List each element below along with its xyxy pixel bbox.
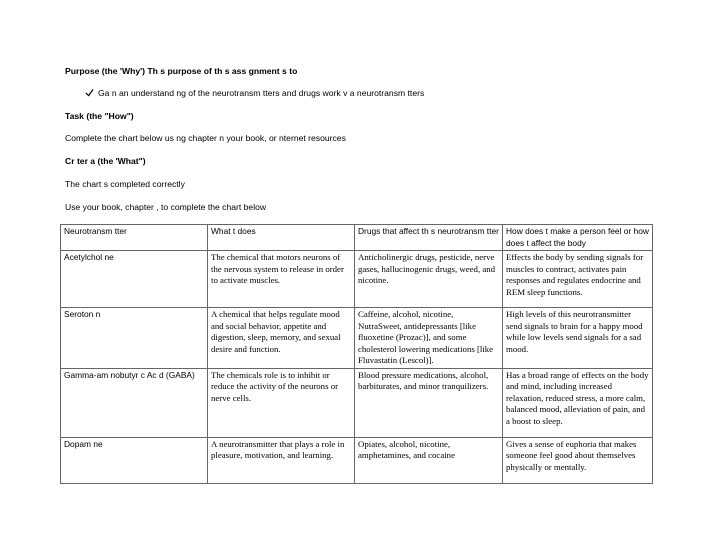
cell-what: The chemical that motors neurons of the nervous system to release in order to activate muscles. (208, 251, 355, 308)
cell-effect: Has a broad range of effects on the body and mind, including increased relaxation, reduced stress, a more calm, balanced mood, alleviation of pain, and a boost to sleep. (503, 368, 653, 437)
criteria-text: The chart s completed correctly (65, 179, 185, 189)
cell-what: A neurotransmitter that plays a role in pleasure, motivation, and learning. (208, 437, 355, 483)
cell-what: The chemicals role is to inhibit or reduce the activity of the neurons or nerve cells. (208, 368, 355, 437)
cell-effect: High levels of this neurotransmitter send signals to brain for a happy mood while low levels send signals for a sad mood. (503, 308, 653, 369)
cell-what: A chemical that helps regulate mood and social behavior, appetite and digestion, sleep, memory, and sexual desire and function. (208, 308, 355, 369)
cell-drugs: Opiates, alcohol, nicotine, amphetamines, and cocaine (355, 437, 503, 483)
cell-name: Acetylchol ne (61, 251, 208, 308)
neurotransmitter-chart (60, 224, 653, 484)
header-effect: How does t make a person feel or how does t affect the body (503, 225, 653, 251)
table-row (61, 308, 653, 369)
purpose-heading: Purpose (the 'Why') Th s purpose of th s ass gnment s to (65, 66, 298, 76)
header-neurotransmitter: Neurotransm tter (61, 225, 208, 251)
table-header-row (61, 225, 653, 251)
cell-drugs: Caffeine, alcohol, nicotine, NutraSweet, antidepressants [like fluoxetine (Prozac)], and some cholesterol lowering medications [like Fluvastatin (Lescol)]. (355, 308, 503, 369)
header-drugs: Drugs that affect th s neurotransm tter (355, 225, 503, 251)
cell-drugs: Anticholinergic drugs, pesticide, nerve gases, hallucinogenic drugs, weed, and nicotine. (355, 251, 503, 308)
cell-name: Gamma-am nobutyr c Ac d (GABA) (61, 368, 208, 437)
table-row (61, 437, 653, 483)
header-what-it-does: What t does (208, 225, 355, 251)
cell-effect: Gives a sense of euphoria that makes someone feel good about themselves physically or mentally. (503, 437, 653, 483)
table-row (61, 368, 653, 437)
cell-drugs: Blood pressure medications, alcohol, barbiturates, and minor tranquilizers. (355, 368, 503, 437)
criteria-heading: Cr ter a (the 'What") (65, 156, 146, 166)
cell-name: Seroton n (61, 308, 208, 369)
cell-name: Dopam ne (61, 437, 208, 483)
task-heading: Task (the "How") (65, 111, 134, 121)
purpose-bullet: Ga n an understand ng of the neurotransm tters and drugs work v a neurotransm tters (98, 88, 425, 98)
instruction-text: Use your book, chapter , to complete the chart below (65, 202, 267, 212)
table-row (61, 251, 653, 308)
cell-effect: Effects the body by sending signals for muscles to contract, activates pain responses and regulates endocrine and REM sleep functions. (503, 251, 653, 308)
task-text: Complete the chart below us ng chapter n your book, or nternet resources (65, 133, 346, 143)
checkmark-icon (85, 87, 94, 97)
